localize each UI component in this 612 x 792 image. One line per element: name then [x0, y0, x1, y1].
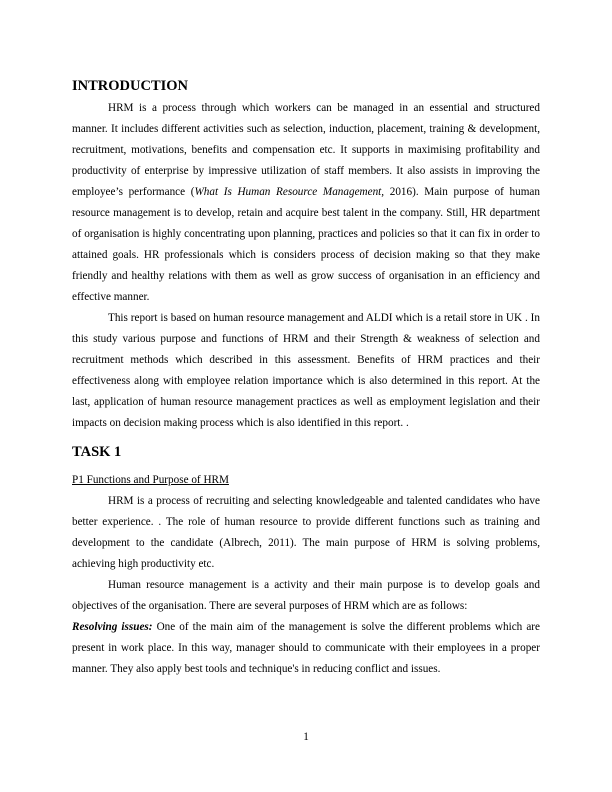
document-page	[72, 76, 540, 680]
task-1-paragraph-1: HRM is a process of recruiting and selecting knowledgeable and talented candidates who have better experience. . The role of human resource to provide different functions such as training and development to the candidate (Albrech, 2011). The main purpose of HRM is solving problems, achieving high productivity etc.	[72, 495, 540, 570]
resolving-issues-text: One of the main aim of the management is solve the different problems which are present in work place. In this way, manager should to communicate with their employees in a proper manner. They also apply best tools and technique's in reducing conflict and issues.	[72, 621, 540, 675]
intro-p1-text-b: 2016). Main purpose of human resource management is to develop, retain and acquire best talent in the company. Still, HR department of organisation is highly concentrating upon planning, practices and policies so that it can fix in order to attained goals. HR professionals which is considers process of decision making so that they make friendly and healthy relations with them as well as grow success of organisation in an efficiency and effective manner.	[72, 186, 540, 303]
task-1-heading: TASK 1	[72, 444, 122, 460]
page-number: 1	[303, 731, 309, 743]
introduction-paragraph-2: This report is based on human resource management and ALDI which is a retail store in UK . In this study various purpose and functions of HRM and their Strength & weakness of selection and recruitment methods which described in this assessment. Benefits of HRM practices and their effectiveness along with employee relation importance which is also determined in this report. At the last, application of human resource management practices as well as employment legislation and their impacts on decision making process which is also identified in this report. .	[72, 312, 540, 429]
task-1-paragraph-3	[72, 617, 540, 680]
intro-p1-citation: What Is Human Resource Management,	[194, 186, 385, 198]
introduction-paragraph-1	[72, 98, 540, 308]
task-1-paragraph-2: Human resource management is a activity and their main purpose is to develop goals and objectives of the organisation. There are several purposes of HRM which are as follows:	[72, 579, 540, 612]
resolving-issues-label: Resolving issues:	[72, 621, 153, 633]
intro-p1-text-a: HRM is a process through which workers can be managed in an essential and structured manner. It includes different activities such as selection, induction, placement, training & development, recruitment, motivations, benefits and compensation etc. It supports in maximising profitability and productivity of enterprise by impressive utilization of staff members. It also assists in improving the employee’s performance (	[72, 102, 540, 198]
introduction-heading: INTRODUCTION	[72, 78, 189, 94]
p1-subheading: P1 Functions and Purpose of HRM	[72, 474, 229, 486]
